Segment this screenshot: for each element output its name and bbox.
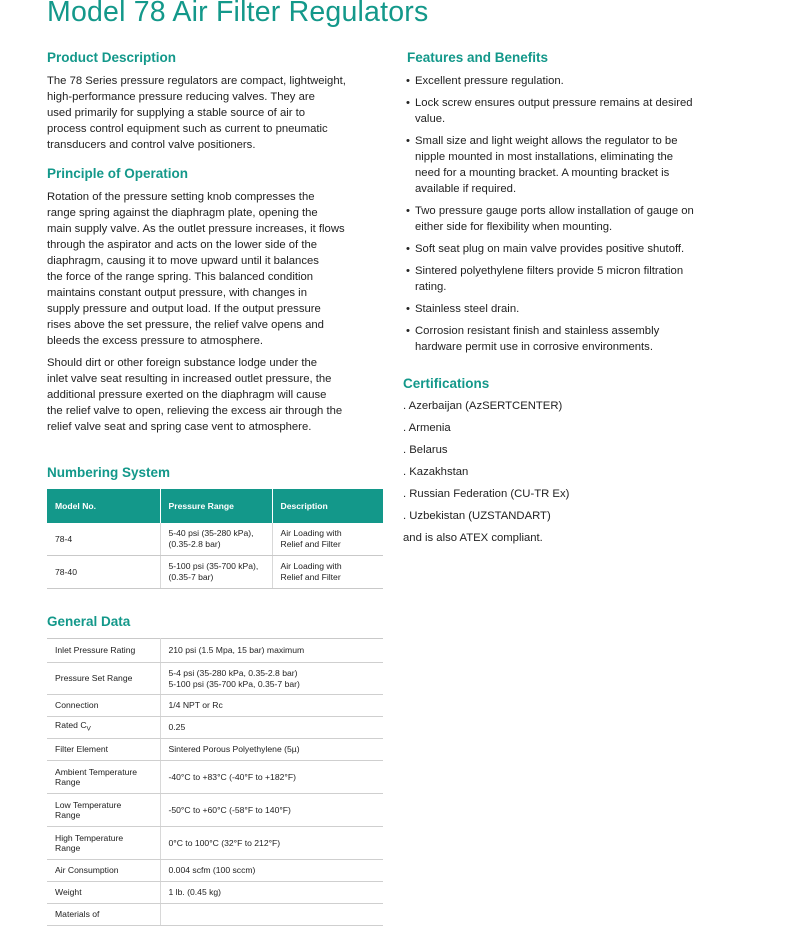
- text-line: Rotation of the pressure setting knob compresses the: [47, 191, 315, 203]
- text-line: bleeds the excess pressure to atmosphere.: [47, 335, 264, 347]
- feature-line: nipple mounted in most installations, eliminating the: [415, 151, 674, 163]
- cell-line: Rated C: [55, 719, 87, 730]
- text-line: supply pressure and output load. If the output pressure: [47, 303, 321, 315]
- cell-line: Relief and Filter: [280, 539, 341, 549]
- subscript: V: [86, 725, 91, 733]
- table-row: [47, 761, 383, 794]
- bullet-icon: •: [406, 243, 410, 255]
- feature-line: Two pressure gauge ports allow installation of gauge on: [415, 205, 694, 217]
- cell-line: Relief and Filter: [280, 572, 341, 582]
- numbering-table: [47, 489, 383, 589]
- general-data-heading: General Data: [47, 614, 131, 629]
- bullet-icon: •: [406, 265, 410, 277]
- bullet-icon: •: [406, 135, 410, 147]
- feature-item: [406, 95, 741, 127]
- label-cell: [47, 860, 160, 882]
- table-row: [47, 739, 383, 761]
- description-cell: [272, 523, 383, 556]
- text-line: the relief valve to open, relieving the excess air through the: [47, 405, 343, 417]
- table-row: [47, 663, 383, 695]
- cell-line: Sintered Porous Polyethylene (5µ): [168, 744, 300, 755]
- label-cell: [47, 663, 160, 695]
- cell-line: High Temperature: [55, 832, 124, 843]
- bullet-icon: •: [406, 303, 410, 315]
- table-row: [47, 882, 383, 904]
- cell-line: 0.25: [168, 722, 186, 733]
- bullet-icon: •: [406, 75, 410, 87]
- label-cell: [47, 882, 160, 904]
- certification-item: . Uzbekistan (UZSTANDART): [403, 510, 551, 522]
- table-row: [47, 556, 383, 589]
- feature-line: need for a mounting bracket. A mounting bracket is: [415, 167, 670, 179]
- model-cell: 78-4: [47, 523, 160, 556]
- bullet-icon: •: [406, 205, 410, 217]
- principle-paragraph-1: [47, 189, 392, 349]
- bullet-icon: •: [406, 325, 410, 337]
- column-header-model: Model No.: [47, 489, 160, 523]
- feature-line: Small size and light weight allows the regulator to be: [415, 135, 678, 147]
- feature-line: Lock screw ensures output pressure remains at desired: [415, 97, 693, 109]
- principle-paragraph-2: [47, 355, 392, 435]
- text-line: relief valve seat and spring case vent to atmosphere.: [47, 421, 312, 433]
- table-row: [47, 794, 383, 827]
- certification-item: . Russian Federation (CU-TR Ex): [403, 488, 570, 500]
- feature-line: Stainless steel drain.: [415, 303, 520, 315]
- cell-line: Ambient Temperature: [55, 766, 138, 777]
- label-cell: [47, 717, 160, 739]
- label-cell: [47, 761, 160, 794]
- certification-item: . Belarus: [403, 444, 448, 456]
- product-description-text: [47, 73, 392, 153]
- feature-line: rating.: [415, 281, 447, 293]
- product-description-heading: Product Description: [47, 50, 177, 65]
- value-cell: [160, 739, 383, 761]
- cell-line: 0.004 scfm (100 sccm): [168, 865, 256, 876]
- text-line: the force of the range spring. This balanced condition: [47, 271, 314, 283]
- value-cell: [160, 904, 383, 926]
- cell-line: Weight: [55, 887, 82, 898]
- value-cell: [160, 717, 383, 739]
- feature-line: available if required.: [415, 183, 517, 195]
- feature-item: [406, 203, 741, 235]
- value-cell: [160, 639, 383, 663]
- column-header-description: Description: [272, 489, 383, 523]
- table-row: [47, 717, 383, 739]
- certifications-heading: Certifications: [403, 376, 490, 391]
- cell-line: Inlet Pressure Rating: [55, 645, 136, 656]
- general-data-table: [47, 638, 383, 926]
- text-line: used primarily for supplying a stable source of air to: [47, 107, 306, 119]
- cell-line: 5-100 psi (35-700 kPa),: [168, 561, 259, 571]
- feature-line: Excellent pressure regulation.: [415, 75, 564, 87]
- cell-line: 0°C to 100°C (32°F to 212°F): [168, 837, 281, 848]
- cell-line: Range: [55, 843, 81, 853]
- feature-line: either side for flexibility when mounting.: [415, 221, 613, 233]
- range-cell: [160, 523, 272, 556]
- certification-item: . Kazakhstan: [403, 466, 469, 478]
- feature-item: [406, 133, 741, 197]
- table-row: [47, 695, 383, 717]
- label-cell: [47, 827, 160, 860]
- cell-line: Pressure Set Range: [55, 673, 133, 684]
- value-cell: [160, 695, 383, 717]
- text-line: Should dirt or other foreign substance lodge under the: [47, 357, 318, 369]
- certification-item: . Azerbaijan (AzSERTCENTER): [403, 400, 563, 412]
- cell-line: Filter Element: [55, 744, 109, 755]
- value-cell: [160, 663, 383, 695]
- table-row: [47, 860, 383, 882]
- cell-line: 5-100 psi (35-700 kPa, 0.35-7 bar): [168, 678, 300, 689]
- feature-line: value.: [415, 113, 446, 125]
- column-header-pressure-range: Pressure Range: [160, 489, 272, 523]
- text-line: The 78 Series pressure regulators are compact, lightweight,: [47, 75, 346, 87]
- cell-line: 1 lb. (0.45 kg): [168, 887, 222, 898]
- label-cell: [47, 695, 160, 717]
- numbering-heading: Numbering System: [47, 465, 171, 480]
- table-row: [47, 904, 383, 926]
- value-cell: [160, 794, 383, 827]
- cell-line: Range: [55, 810, 81, 820]
- feature-item: [406, 241, 741, 257]
- description-cell: [272, 556, 383, 589]
- feature-line: Corrosion resistant finish and stainless assembly: [415, 325, 660, 337]
- text-line: additional pressure exerted on the diaphragm will cause: [47, 389, 327, 401]
- text-line: transducers and control valve positioners.: [47, 139, 256, 151]
- cell-line: Materials of: [55, 909, 100, 920]
- text-line: main supply valve. As the outlet pressure increases, it flows: [47, 223, 345, 235]
- cell-line: 210 psi (1.5 Mpa, 15 bar) maximum: [168, 645, 305, 656]
- cell-line: (0.35-2.8 bar): [168, 539, 221, 549]
- features-heading: Features and Benefits: [407, 50, 549, 65]
- table-row: [47, 639, 383, 663]
- text-line: diaphragm, causing it to move upward until it balances: [47, 255, 319, 267]
- cell-line: Air Loading with: [280, 528, 342, 538]
- cell-line: 1/4 NPT or Rc: [168, 700, 223, 711]
- atex-note: and is also ATEX compliant.: [403, 532, 543, 544]
- range-cell: [160, 556, 272, 589]
- label-cell: [47, 639, 160, 663]
- value-cell: [160, 827, 383, 860]
- certification-item: . Armenia: [403, 422, 451, 434]
- cell-line: -40°C to +83°C (-40°F to +182°F): [168, 771, 296, 782]
- cell-line: 5-40 psi (35-280 kPa),: [168, 528, 254, 538]
- cell-line: Air Consumption: [55, 865, 119, 876]
- feature-line: Sintered polyethylene filters provide 5 micron filtration: [415, 265, 684, 277]
- label-cell: [47, 794, 160, 827]
- text-line: rises above the set pressure, the relief valve opens and: [47, 319, 324, 331]
- table-row: [47, 523, 383, 556]
- page-title: Model 78 Air Filter Regulators: [47, 0, 429, 28]
- text-line: inlet valve seat resulting in increased outlet pressure, the: [47, 373, 332, 385]
- value-cell: [160, 761, 383, 794]
- cell-line: Air Loading with: [280, 561, 342, 571]
- value-cell: [160, 882, 383, 904]
- cell-line: 5-4 psi (35-280 kPa, 0.35-2.8 bar): [168, 668, 298, 678]
- bullet-icon: •: [406, 97, 410, 109]
- principle-heading: Principle of Operation: [47, 166, 189, 181]
- table-row: [47, 827, 383, 860]
- text-line: maintains constant output pressure, with changes in: [47, 287, 307, 299]
- feature-line: Soft seat plug on main valve provides positive shutoff.: [415, 243, 685, 255]
- text-line: high-performance pressure reducing valves. They are: [47, 91, 315, 103]
- cell-line: Connection: [55, 700, 99, 711]
- value-cell: [160, 860, 383, 882]
- feature-item: [406, 323, 741, 355]
- text-line: range spring against the diaphragm plate, opening the: [47, 207, 318, 219]
- model-cell: 78-40: [47, 556, 160, 589]
- text-line: process control equipment such as current to pneumatic: [47, 123, 328, 135]
- cell-line: (0.35-7 bar): [168, 572, 214, 582]
- label-cell: [47, 904, 160, 926]
- feature-line: hardware permit use in corrosive environments.: [415, 341, 653, 353]
- feature-item: [406, 263, 741, 295]
- text-line: through the aspirator and acts on the lower side of the: [47, 239, 318, 251]
- cell-line: Range: [55, 777, 81, 787]
- cell-line: -50°C to +60°C (-58°F to 140°F): [168, 804, 291, 815]
- table-header-row: [47, 489, 383, 523]
- cell-line: Low Temperature: [55, 799, 122, 810]
- feature-item: [406, 301, 741, 317]
- feature-item: [406, 73, 741, 89]
- label-cell: [47, 739, 160, 761]
